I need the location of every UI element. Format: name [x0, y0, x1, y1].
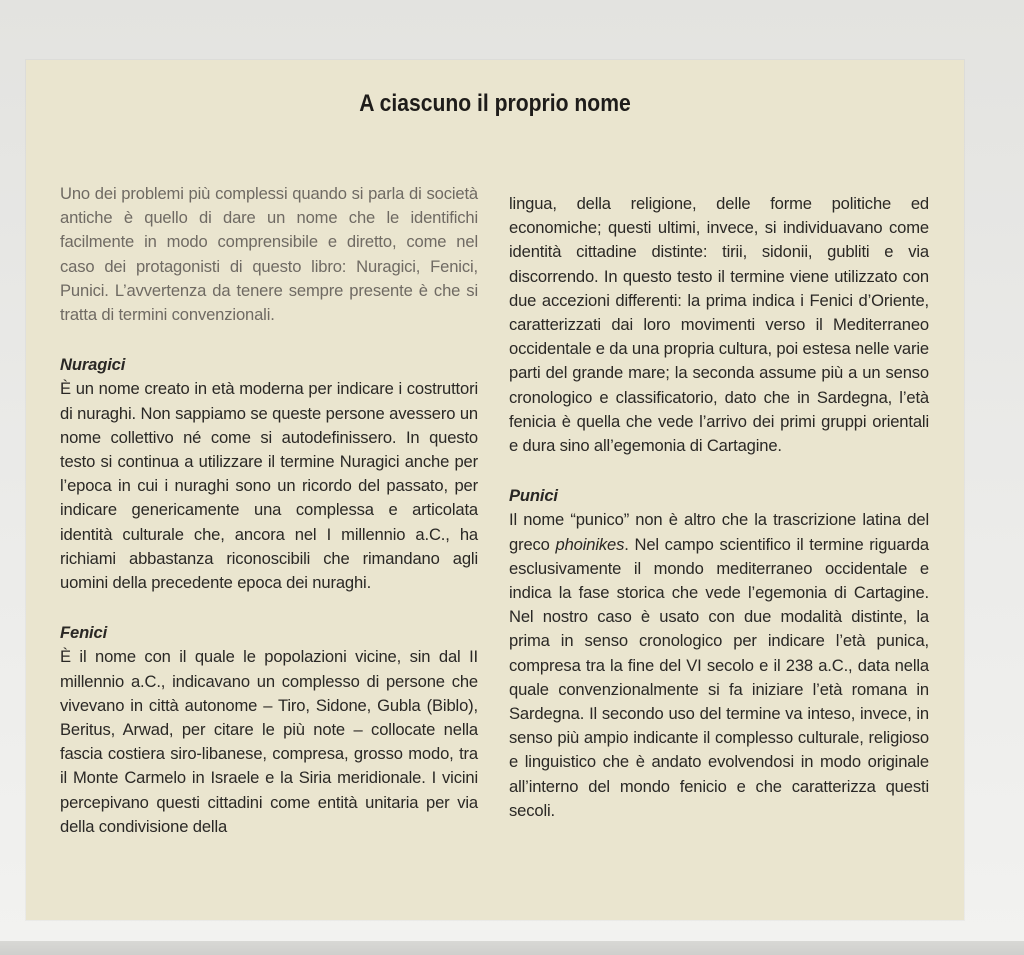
box-title: A ciascuno il proprio nome — [359, 90, 631, 117]
intro-paragraph: Uno dei problemi più complessi quando si parla di società antiche è quello di dare un nome che le identifichi facilmente in modo comprensibile e diretto, come nel caso dei protagonisti di questo libro: Nuragici, Fenici, Punici. L’avvertenza da tenere sempre presente è che si tratta di termini convenzionali. — [60, 184, 478, 325]
section-heading-fenici: Fenici — [60, 623, 108, 643]
section-body-nuragici: È un nome creato in età moderna per indicare i costruttori di nuraghi. Non sappiamo se queste persone avessero un nome collettivo né come si autodefinissero. In questo testo si continua a utilizzare il termine Nuragici anche per l’epoca in cui i nuraghi sono un ricordo del passato, per indicare genericamente una complessa e articolata identità culturale che, ancora nel I millennio a.C., ha richiami abbastanza riconoscibili che rimandano agli uomini della precedente epoca dei nuraghi. — [60, 379, 478, 593]
punici-text-start: Il nome “punico” non è altro che la trascrizione latina del greco — [509, 510, 929, 554]
punici-term-italic: phoinikes — [555, 534, 625, 554]
section-heading-nuragici: Nuragici — [60, 355, 126, 375]
section-body-punici — [509, 508, 929, 823]
page-bottom-edge — [0, 941, 1024, 955]
section-heading-punici: Punici — [509, 486, 558, 506]
sidebar-box — [26, 60, 964, 920]
right-column — [509, 192, 929, 823]
left-column — [60, 182, 478, 839]
section-body-fenici-continued: lingua, della religione, delle forme politiche ed economiche; questi ultimi, invece, si individuavano come identità cittadine distinte: tirii, sidonii, gubliti e via discorrendo. In questo testo il termine viene utilizzato con due accezioni differenti: la prima indica i Fenici d’Oriente, caratterizzati dai loro movimenti verso il Mediterraneo occidentale e da una propria cultura, poi estesa nelle varie parti del grande mare; la seconda assume più a un senso cronologico e classificatorio, dato che in Sardegna, l’età fenicia è quella che vede l’arrivo dei primi gruppi orientali e dura sino all’egemonia di Cartagine. — [509, 194, 929, 456]
section-body-fenici: È il nome con il quale le popolazioni vicine, sin dal II millennio a.C., indicavano un complesso di persone che vivevano in città autonome – Tiro, Sidone, Gubla (Biblo), Beritus, Arwad, per citare le più note – collocate nella fascia costiera siro-libanese, compresa, grosso modo, tra il Monte Carmelo in Israele e la Siria meridionale. I vicini percepivano questi cittadini come entità unitaria per via della condivisione della — [60, 647, 478, 836]
punici-text-end: . Nel campo scientifico il termine riguarda esclusivamente il mondo mediterraneo occidentale e indica la fase storica che vede l’egemonia di Cartagine. Nel nostro caso è usato con due modalità distinte, la prima in senso cronologico per indicare l’età punica, compresa tra la fine del VI secolo e il 238 a.C., data nella quale convenzionalmente si fa iniziare l’età romana in Sardegna. Il secondo uso del termine va inteso, invece, in senso più ampio indicante il complesso culturale, religioso e linguistico che è andato evolvendosi in modo originale all’interno del mondo fenicio e che caratterizza questi secoli. — [509, 534, 929, 820]
